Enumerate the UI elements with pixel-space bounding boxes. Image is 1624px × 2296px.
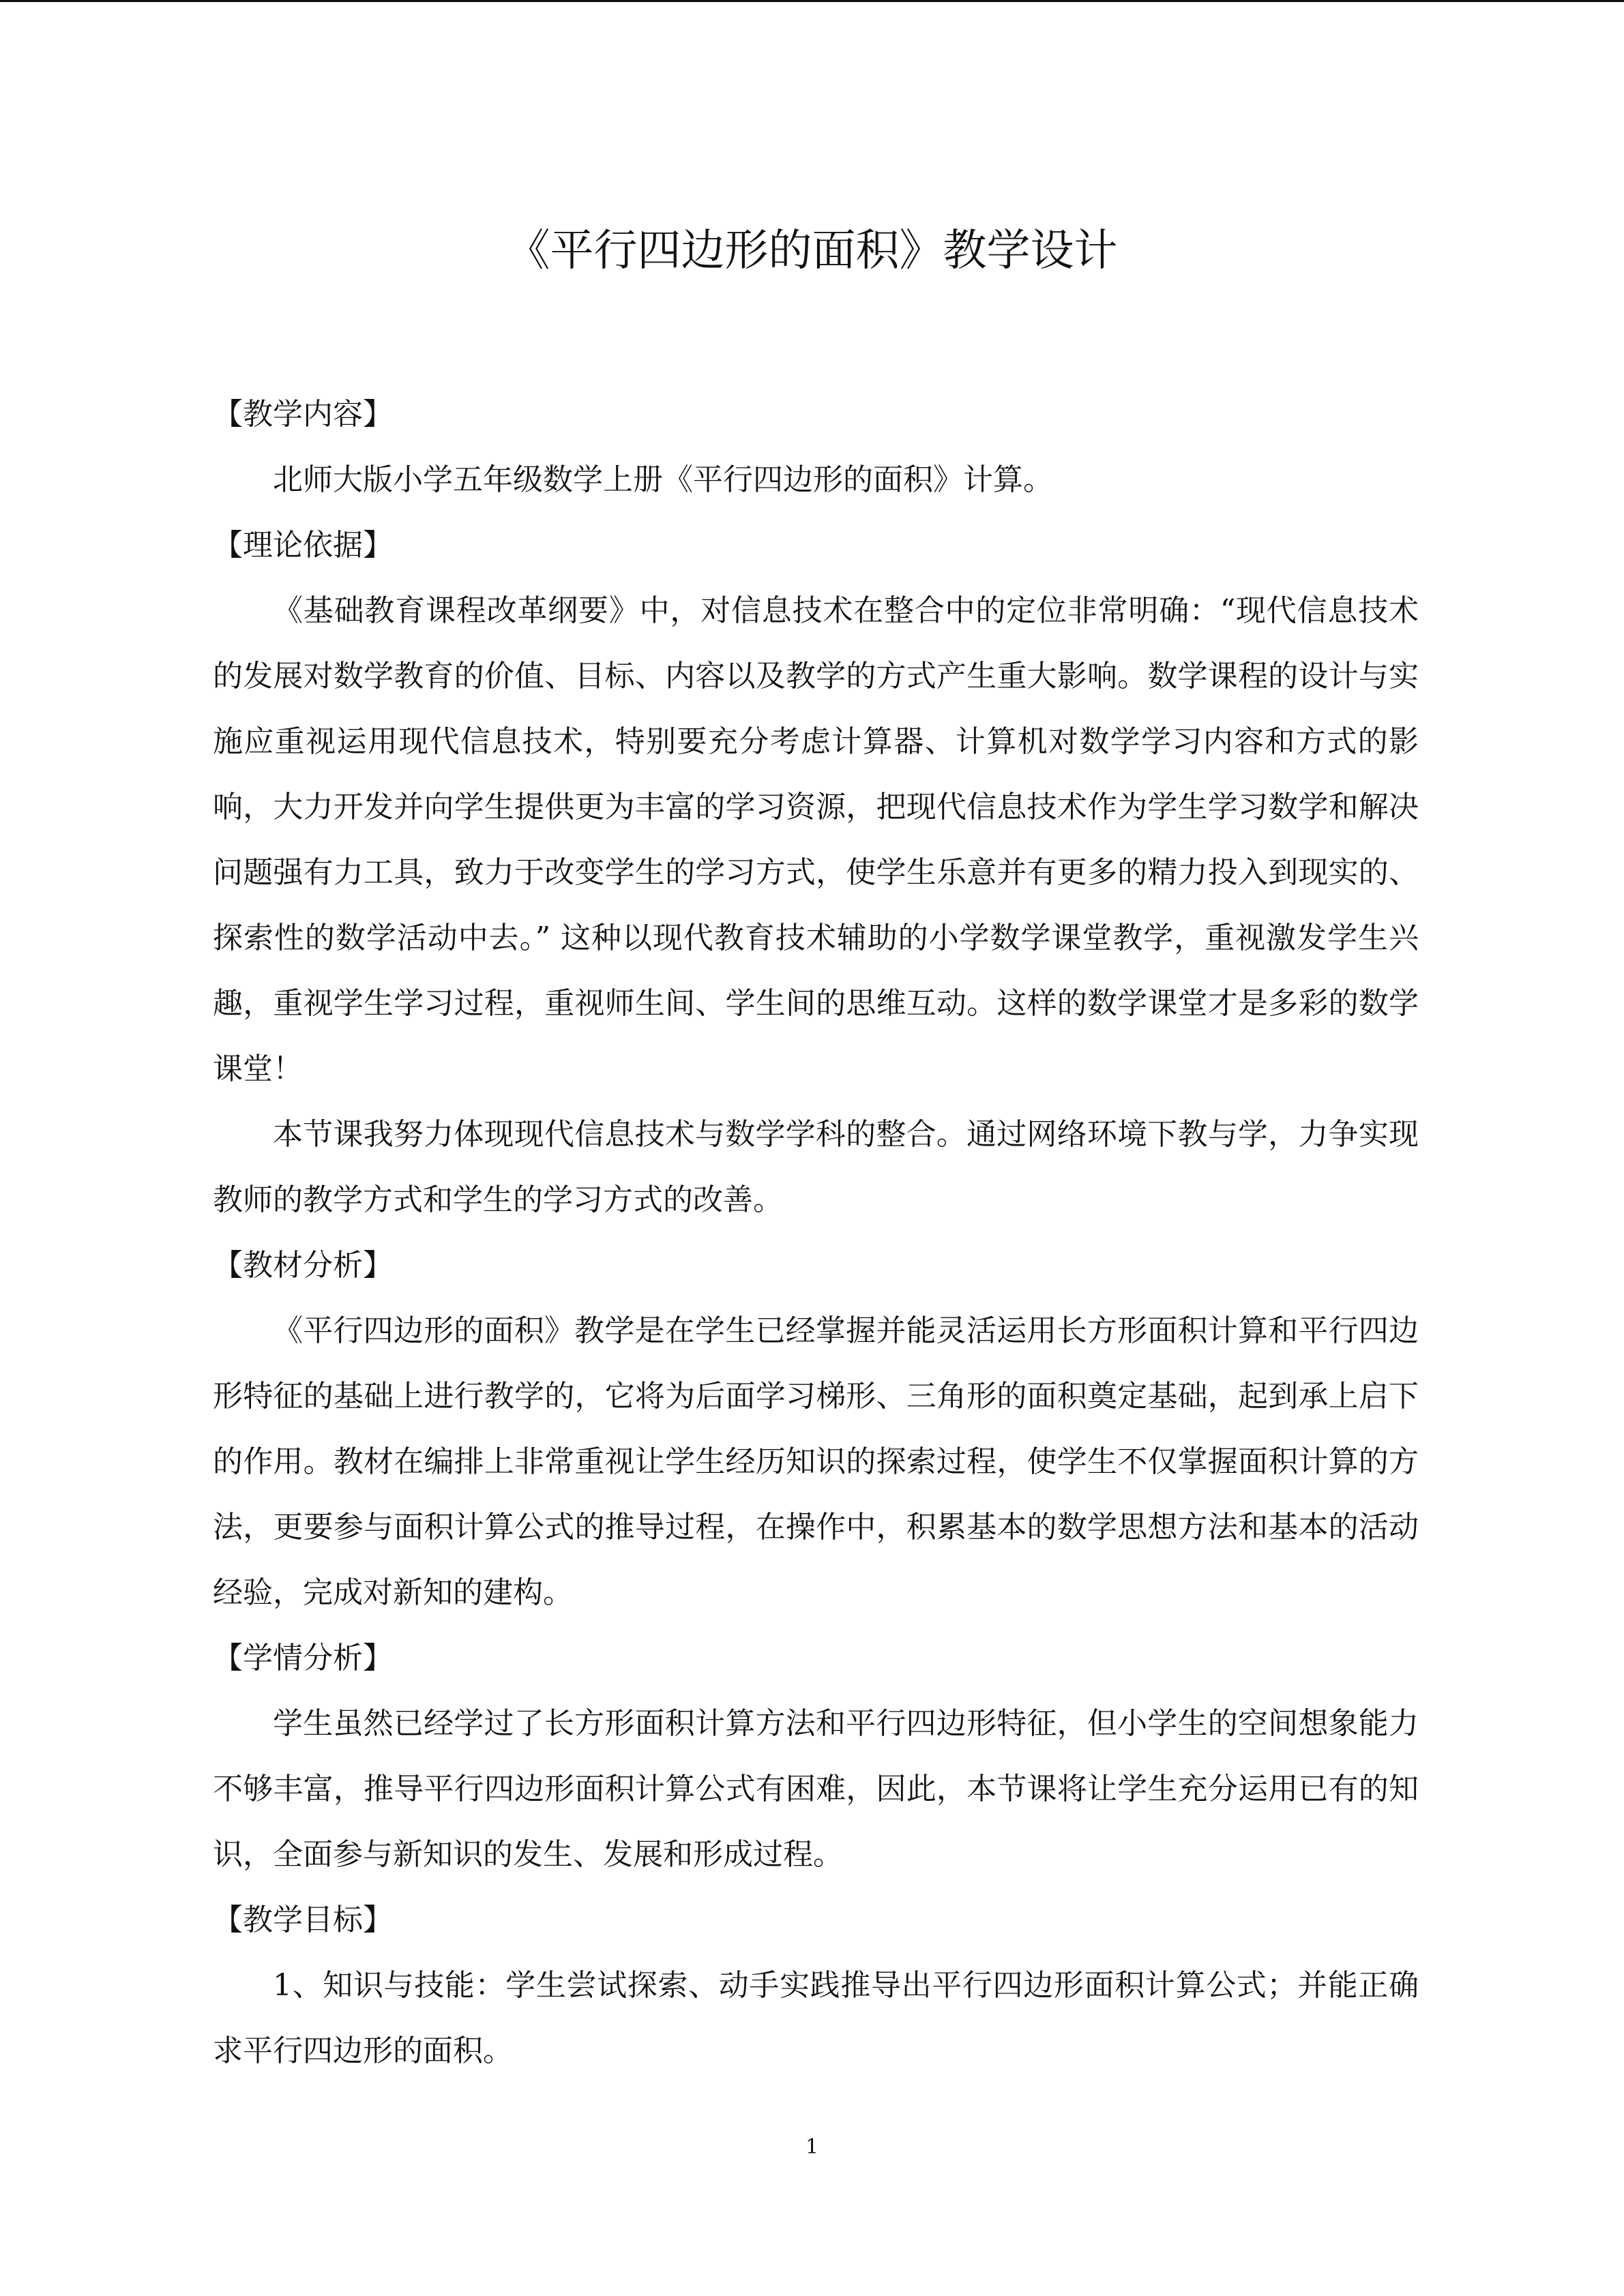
page-number: 1 [805, 2135, 819, 2159]
section-heading-student-analysis: 【学情分析】 [213, 1641, 393, 1675]
paragraph: 《基础教育课程改革纲要》中，对信息技术在整合中的定位非常明确：“现代信息技术的发展对数学教育的价值、目标、内容以及教学的方式产生重大影响。数学课程的设计与实施应重视运用现代信息技术，特别要充分考虑计算器、计算机对数学学习内容和方式的影响，大力开发并向学生提供更为丰富的学习资源，把现代信息技术作为学生学习数学和解决问题强有力工具，致力于改变学生的学习方式，使学生乐意并有更多的精力投入到现实的、探索性的数学活动中去。” 这种以现代教育技术辅助的小学数学课堂教学，重视激发学生兴趣，重视学生学习过程，重视师生间、学生间的思维互动。这样的数学课堂才是多彩的数学课堂！ [213, 593, 1419, 1086]
paragraph: 学生虽然已经学过了长方形面积计算方法和平行四边形特征，但小学生的空间想象能力不够丰富，推导平行四边形面积计算公式有困难，因此，本节课将让学生充分运用已有的知识，全面参与新知识的发生、发展和形成过程。 [213, 1706, 1419, 1872]
document-body [213, 382, 1419, 2084]
document-title: 《平行四边形的面积》教学设计 [506, 226, 1118, 276]
paragraph: 1、知识与技能：学生尝试探索、动手实践推导出平行四边形面积计算公式；并能正确求平行四边形的面积。 [213, 1968, 1419, 2068]
paragraph: 本节课我努力体现现代信息技术与数学学科的整合。通过网络环境下教与学，力争实现教师的教学方式和学生的学习方式的改善。 [213, 1117, 1419, 1217]
paragraph: 《平行四边形的面积》教学是在学生已经掌握并能灵活运用长方形面积计算和平行四边形特征的基础上进行教学的，它将为后面学习梯形、三角形的面积奠定基础，起到承上启下的作用。教材在编排上非常重视让学生经历知识的探索过程，使学生不仅掌握面积计算的方法，更要参与面积计算公式的推导过程，在操作中，积累基本的数学思想方法和基本的活动经验，完成对新知的建构。 [213, 1313, 1419, 1610]
section-heading-textbook-analysis: 【教材分析】 [213, 1248, 393, 1283]
section-heading-theoretical-basis: 【理论依据】 [213, 528, 393, 563]
section-heading-teaching-content: 【教学内容】 [213, 397, 393, 432]
paragraph: 北师大版小学五年级数学上册《平行四边形的面积》计算。 [273, 462, 1053, 497]
section-heading-teaching-goals: 【教学目标】 [213, 1903, 393, 1937]
